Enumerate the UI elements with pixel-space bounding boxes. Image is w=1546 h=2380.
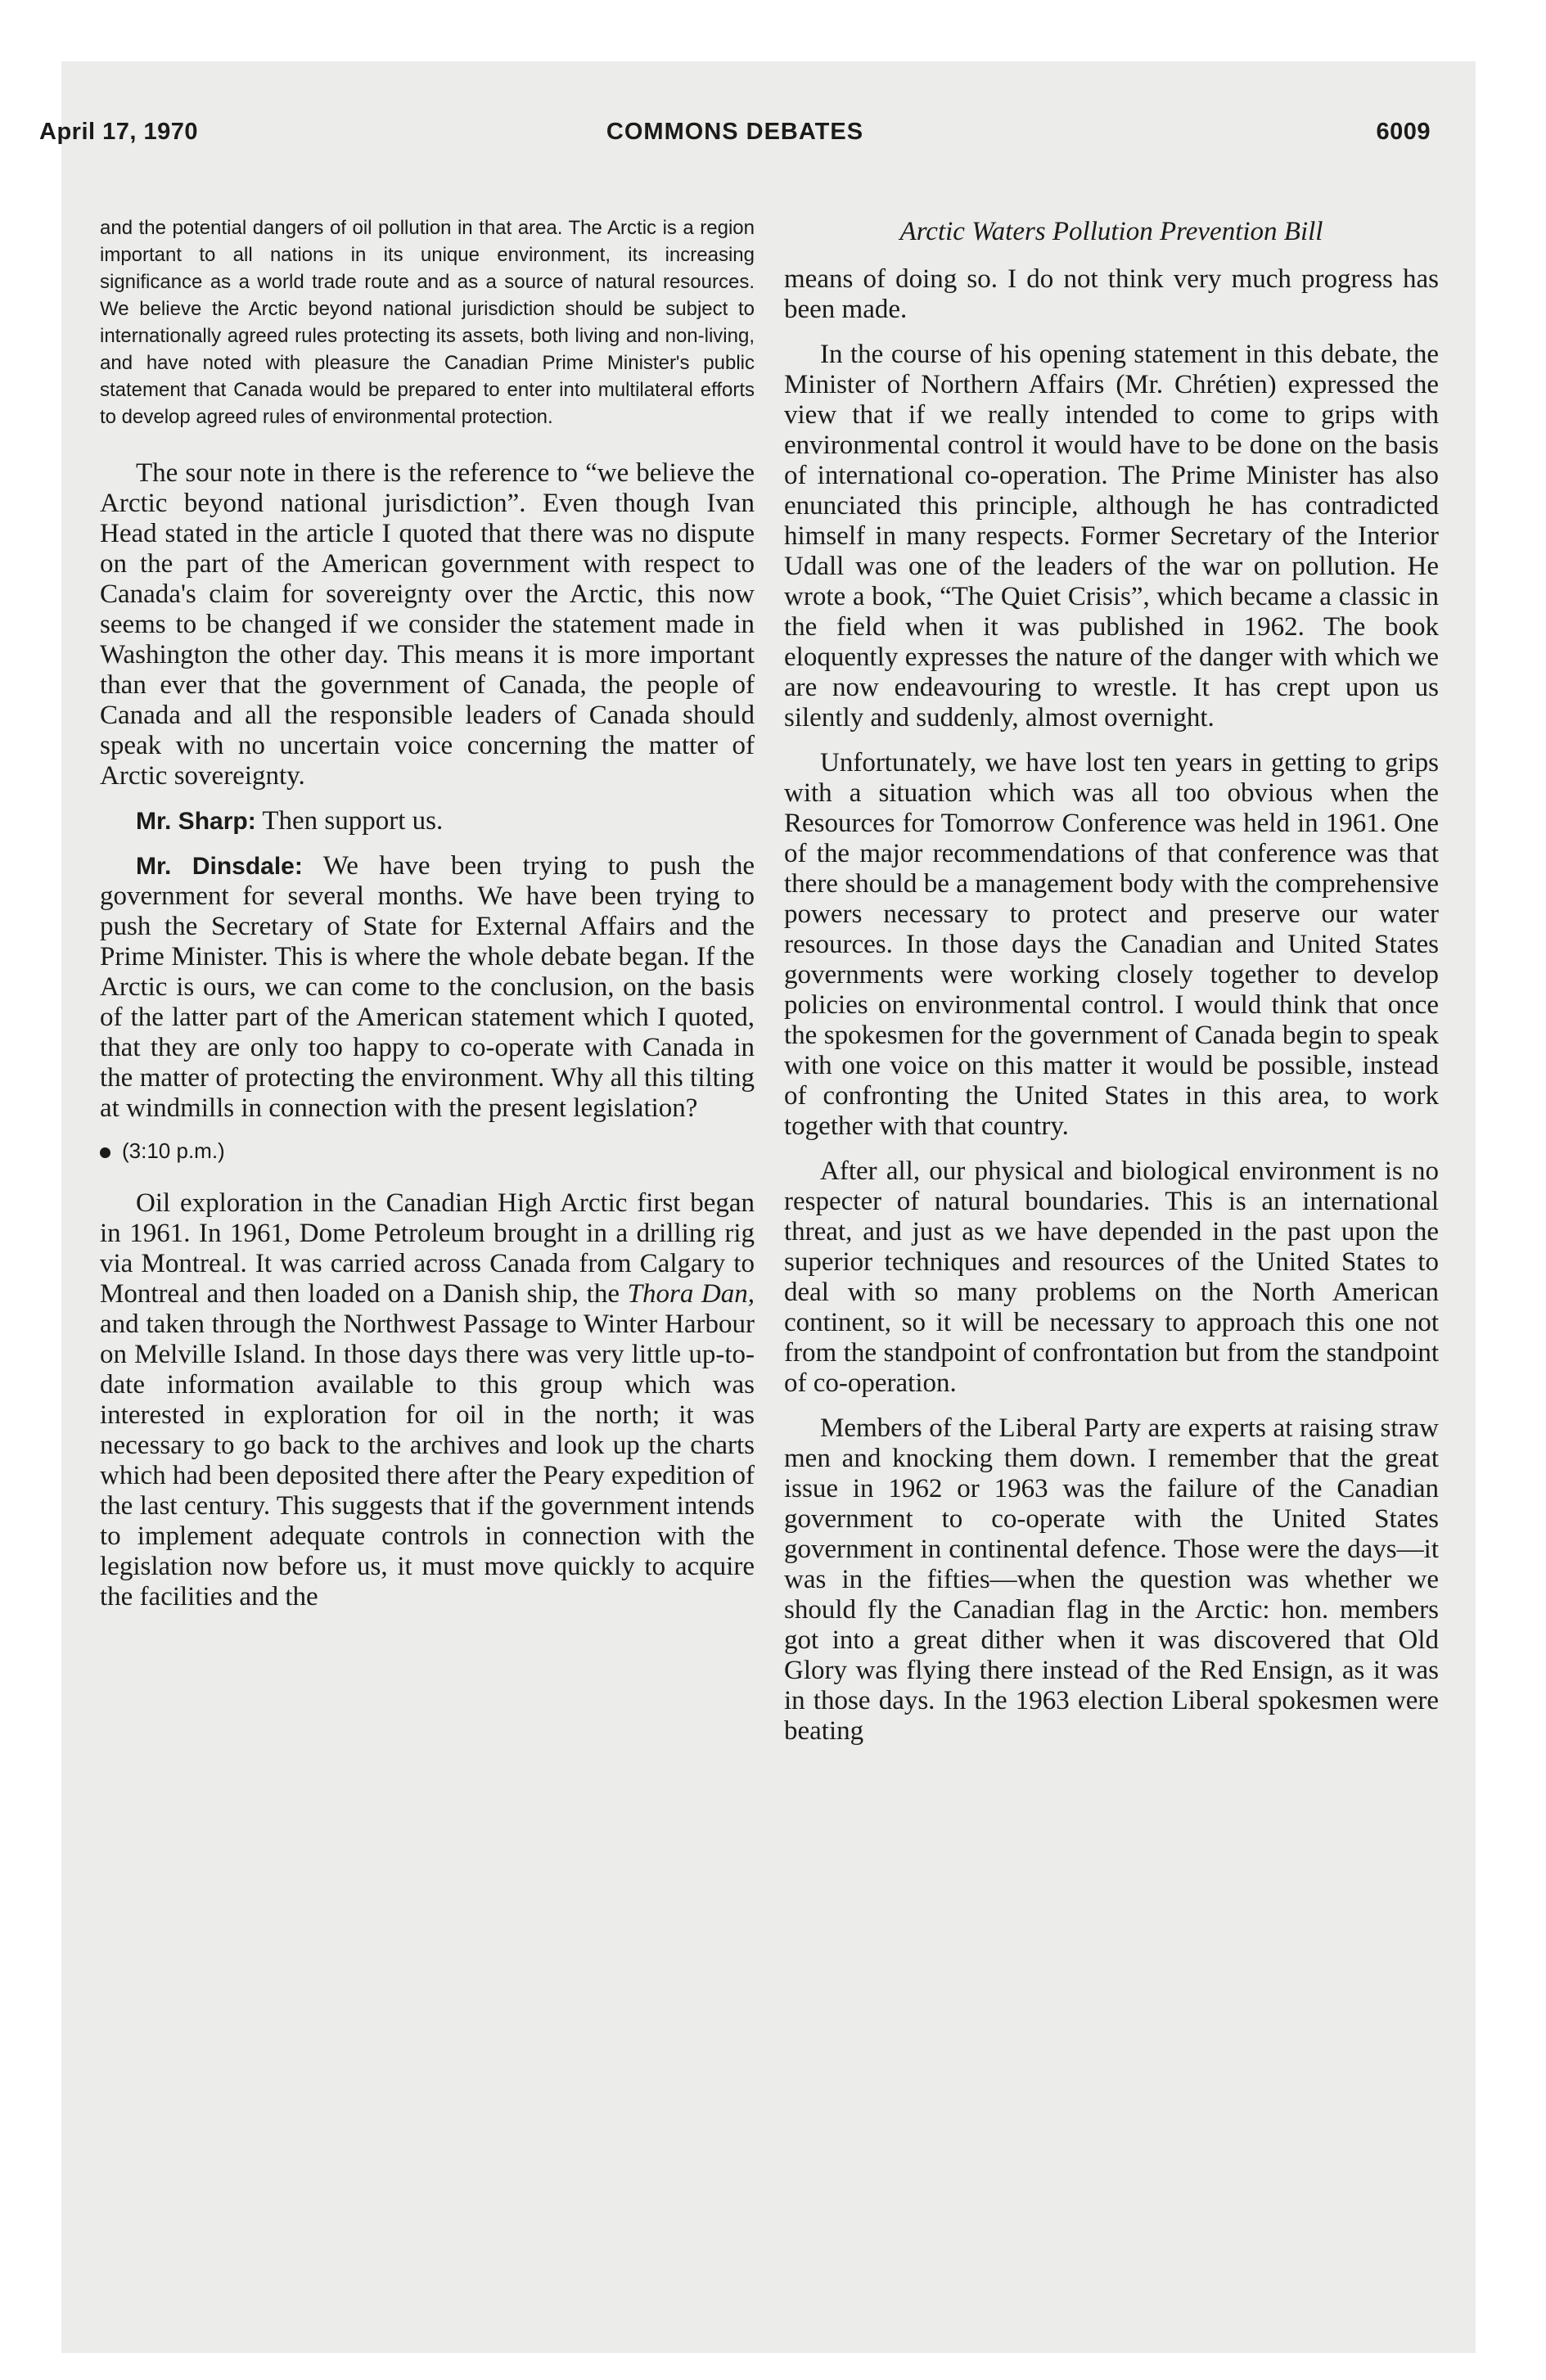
speaker-turn-sharp	[100, 806, 755, 836]
right-column	[784, 264, 1439, 1761]
paragraph: means of doing so. I do not think very much progress has been made.	[784, 264, 1439, 324]
text-run: and taken through the Northwest Passage to Winter Harbour on Melville Island. In those days there was very little up-to-date information available to this group which was interested in exploration for oil in the north; it was necessary to go back to the archives and look up the charts which had been deposited there after the Peary expedition of the last century. This suggests that if the government intends to implement adequate controls in connection with the legislation now before us, it must move quickly to acquire the facilities and the	[100, 1309, 755, 1611]
speaker-turn-dinsdale	[100, 851, 755, 1124]
header-title: COMMONS DEBATES	[606, 119, 864, 145]
left-column	[100, 214, 755, 1627]
paragraph: The sour note in there is the reference to “we believe the Arctic beyond national jurisdiction”. Even though Ivan Head stated in the article I quoted that there was no dispute on the part of the American government with respect to Canada's claim for sovereignty over the Arctic, this now seems to be changed if we consider the statement made in Washington the other day. This means it is more important than ever that the government of Canada, the people of Canada and all the responsible leaders of Canada should speak with no uncertain voice concerning the matter of Arctic sovereignty.	[100, 458, 755, 791]
page-header	[39, 119, 1431, 160]
speech-text: Then support us.	[262, 806, 444, 836]
time-stamp	[100, 1138, 755, 1164]
quoted-statement: and the potential dangers of oil pollution in that area. The Arctic is a region important to all nations in its unique environment, its increasing significance as a world trade route and as a source of natural resources. We believe the Arctic beyond national jurisdiction should be subject to internationally agreed rules protecting its assets, both living and non-living, and have noted with pleasure the Canadian Prime Minister's public statement that Canada would be prepared to enter into multilateral efforts to develop agreed rules of environmental protection.	[100, 217, 755, 428]
time-text: (3:10 p.m.)	[122, 1138, 225, 1163]
paragraph: Unfortunately, we have lost ten years in getting to grips with a situation which was all too obvious when the Resources for Tomorrow Conference was held in 1961. One of the major recommendations of that conference was that there should be a management body with the comprehensive powers necessary to protect and preserve our water resources. In those days the Canadian and United States governments were working closely together to develop policies on environmental control. I would think that once the spokesmen for the government of Canada begin to speak with one voice on this matter it would be possible, instead of confronting the United States in this area, to work together with that country.	[784, 748, 1439, 1141]
paragraph: After all, our physical and biological environment is no respecter of natural boundaries. This is an international threat, and just as we have depended in the past upon the superior techniques and resources of the United States to deal with so many problems on the North American continent, so it will be necessary to approach this one not from the standpoint of confrontation but from the standpoint of co-operation.	[784, 1156, 1439, 1398]
paragraph: Members of the Liberal Party are experts at raising straw men and knocking them down. I remember that the great issue in 1962 or 1963 was the failure of the Canadian government to co-operate with the United States government in continental defence. Those were the days—it was in the fifties—when the question was whether we should fly the Canadian flag in the Arctic: hon. members got into a great dither when it was discovered that Old Glory was flying there instead of the Red Ensign, as it was in those days. In the 1963 election Liberal spokesmen were beating	[784, 1413, 1439, 1746]
speaker-name: Mr. Sharp:	[136, 808, 256, 835]
bullet-icon	[100, 1147, 110, 1158]
paragraph	[100, 1188, 755, 1612]
speech-text: We have been trying to push the government for several months. We have been trying to push the Secretary of State for External Affairs and the Prime Minister. This is where the whole debate began. If the Arctic is ours, we can come to the conclusion, on the basis of the latter part of the American statement which I quoted, that they are only too happy to co-operate with Canada in the matter of protecting the environment. Why all this tilting at windmills in connection with the present legislation?	[100, 851, 755, 1123]
header-date: April 17, 1970	[39, 119, 198, 145]
text-run: Oil exploration in the Canadian High Arctic first began in 1961. In 1961, Dome Petroleum brought in a drilling rig via Montreal. It was carried across Canada from Calgary to Montreal and then loaded on a Danish ship, the	[100, 1188, 755, 1309]
paragraph: In the course of his opening statement in this debate, the Minister of Northern Affairs (Mr. Chrétien) expressed the view that if we really intended to come to grips with environmental control it would have to be done on the basis of international co-operation. The Prime Minister has also enunciated this principle, although he has contradicted himself in many respects. Former Secretary of the Interior Udall was one of the leaders of the war on pollution. He wrote a book, “The Quiet Crisis”, which became a classic in the field when it was published in 1962. The book eloquently expresses the nature of the danger with which we are now endeavouring to wrestle. It has crept upon us silently and suddenly, almost overnight.	[784, 340, 1439, 732]
speaker-name: Mr. Dinsdale:	[136, 853, 303, 880]
running-head: Arctic Waters Pollution Prevention Bill	[899, 217, 1323, 246]
ship-name: Thora Dan,	[627, 1279, 755, 1309]
page-number: 6009	[1376, 119, 1431, 145]
